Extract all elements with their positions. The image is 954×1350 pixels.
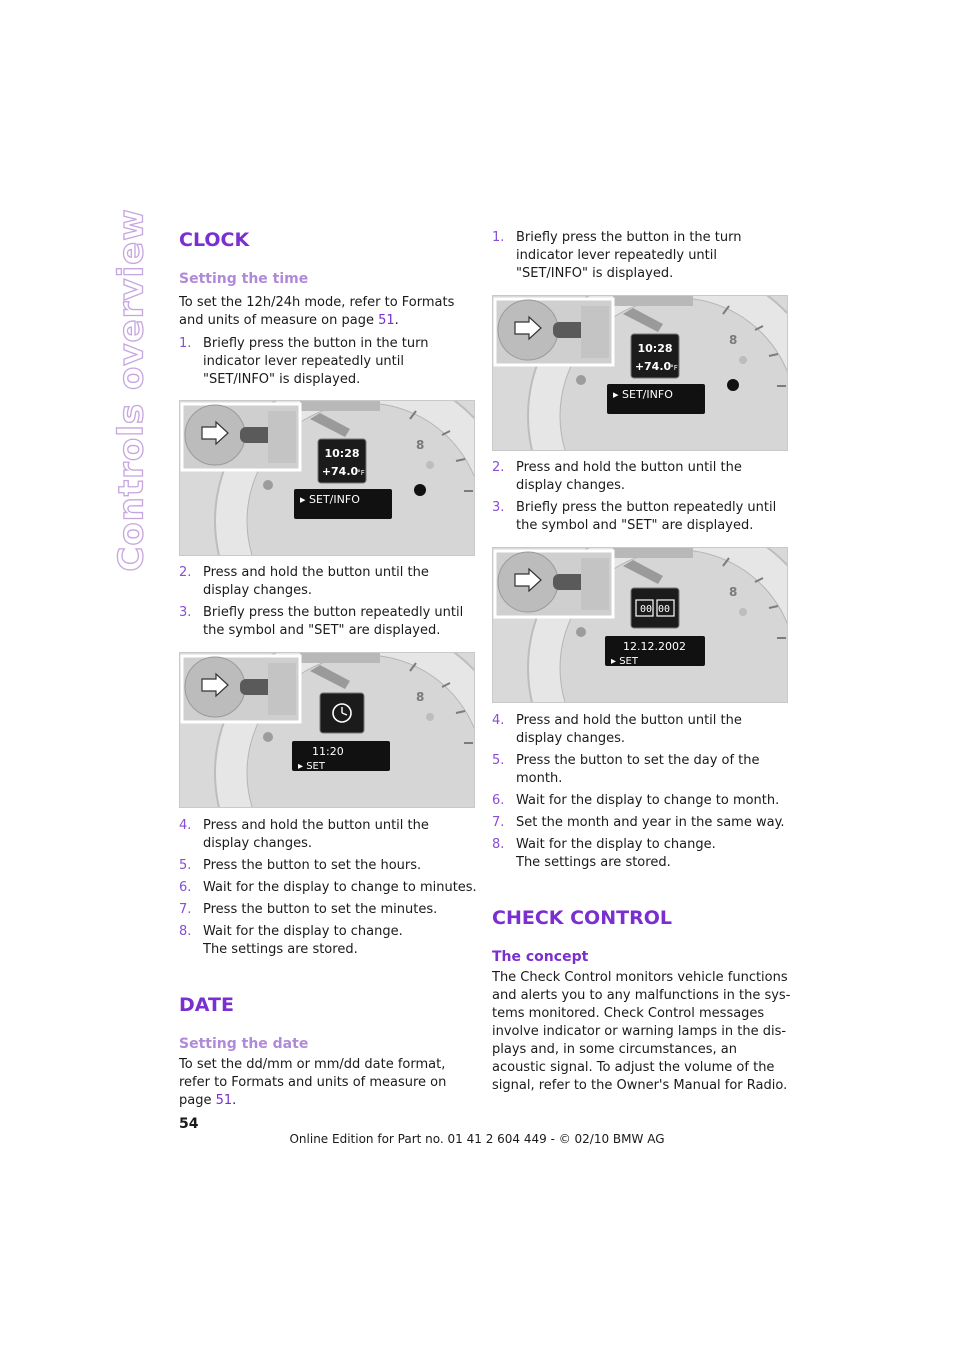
step-number: 6. [492,793,505,808]
step-number: 3. [492,500,505,515]
step-text: Briefly press the button repeatedly until the symbol and "SET" are displayed. [203,605,464,638]
list-item [492,814,792,832]
page-link[interactable]: 51 [378,313,395,328]
fig4-icon: 00 00 [639,604,671,615]
step-number: 3. [179,605,192,620]
step-text-note: The settings are stored. [203,942,358,957]
fig2-line1: 11:20 [312,745,344,758]
date-steps-1 [492,229,792,283]
step-number: 6. [179,880,192,895]
step-number: 7. [492,815,505,830]
fig3-time: 10:28 [637,342,673,355]
fig1-temp: +74.0 [321,465,359,478]
step-text: Press and hold the button until the display changes. [203,565,429,598]
list-item [492,229,792,283]
list-item [179,604,479,640]
step-text: Press the button to set the hours. [203,858,422,873]
list-item [179,817,479,853]
step-number: 5. [179,858,192,873]
clock-intro: To set the 12h/24h mode, refer to Formats and units of measure on page 51. [179,295,455,328]
date-intro: To set the dd/mm or mm/dd date format, refer to Formats and units of measure on page 51. [179,1057,447,1108]
left-column-2 [179,564,479,640]
step-text: Briefly press the button repeatedly until the symbol and "SET" are displayed. [516,500,777,533]
step-number: 4. [179,818,192,833]
fig3-unit: °F [670,364,678,372]
list-item [179,857,479,875]
step-text: Wait for the display to change. [203,924,403,939]
page-link[interactable]: 51 [215,1093,233,1108]
step-text-note: The settings are stored. [516,855,671,870]
clock-steps-2 [179,564,479,640]
left-column [179,228,479,389]
clock-steps-1 [179,335,479,389]
fig3-temp: +74.0 [634,360,672,373]
step-text: Press the button to set the day of the month. [516,753,760,786]
step-text: Wait for the display to change. [516,837,716,852]
step-number: 8. [179,924,192,939]
list-item [492,836,792,872]
list-item [179,335,479,389]
list-item [492,499,792,535]
figure-set-info-clock [179,400,475,556]
fig3-line1: ▸ SET/INFO [613,388,673,401]
step-text: Press and hold the button until the display changes. [203,818,429,851]
list-item [492,712,792,748]
figure-clock-set [179,652,475,808]
step-number: 4. [492,713,505,728]
date-subheading: Setting the date [179,1036,309,1052]
figure-date-set [492,547,788,703]
step-number: 1. [179,336,192,351]
right-column [492,229,792,283]
clock-heading: CLOCK [179,229,250,251]
step-number: 5. [492,753,505,768]
right-column-2 [492,459,792,535]
left-column-3 [179,817,479,1110]
date-steps-2 [492,459,792,535]
date-heading: DATE [179,994,234,1016]
figure-set-info-date [492,295,788,451]
side-tab-label: Controls overview [112,208,153,572]
page-number: 54 [179,1116,199,1132]
right-column-3 [492,712,792,1095]
list-item [179,564,479,600]
list-item [492,459,792,495]
list-item [492,752,792,788]
step-text: Press and hold the button until the display changes. [516,713,742,746]
list-item [179,879,479,897]
step-number: 2. [179,565,192,580]
step-text: Wait for the display to change to minutes. [203,880,477,895]
fig4-line2: ▸ SET [611,656,638,667]
list-item [179,901,479,919]
step-text: Press the button to set the minutes. [203,902,438,917]
fig2-line2: ▸ SET [298,761,325,772]
footer-text: Online Edition for Part no. 01 41 2 604 449 - © 02/10 BMW AG [289,1132,665,1146]
step-number: 1. [492,230,505,245]
clock-subheading: Setting the time [179,271,309,287]
step-text: Set the month and year in the same way. [516,815,785,830]
list-item [492,792,792,810]
clock-steps-3 [179,817,479,959]
step-text: Press and hold the button until the display changes. [516,460,742,493]
check-control-body: The Check Control monitors vehicle functions and alerts you to any malfunctions in the systems monitored. Check Control messages involve indicator or warning lamps in the displays and, in some circumstances, an acoustic signal. To adjust the volume of the signal, refer to the Owner's Manual for Radio. [492,970,791,1093]
fig1-time: 10:28 [324,447,360,460]
list-item [179,923,479,959]
fig1-unit: °F [357,469,365,477]
section-side-tab [112,208,153,572]
date-steps-3 [492,712,792,872]
step-text: Briefly press the button in the turn indicator lever repeatedly until "SET/INFO" is displayed. [516,230,742,281]
step-text: Briefly press the button in the turn indicator lever repeatedly until "SET/INFO" is displayed. [203,336,429,387]
step-number: 2. [492,460,505,475]
step-number: 8. [492,837,505,852]
step-number: 7. [179,902,192,917]
check-control-heading: CHECK CONTROL [492,907,672,929]
fig1-line1: ▸ SET/INFO [300,493,360,506]
check-control-subheading: The concept [492,949,589,965]
step-text: Wait for the display to change to month. [516,793,780,808]
fig4-line1: 12.12.2002 [623,640,686,653]
